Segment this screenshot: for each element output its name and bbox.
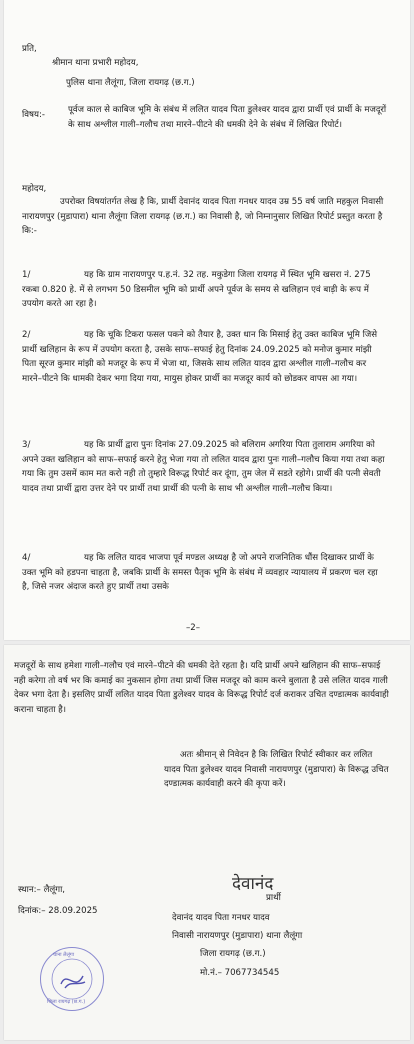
- point-2-paragraph: यह कि चूकि टिकरा फसल पकने को तैयार है, उक्त धान कि मिसाई हेतु उक्त काबिज भूमि जिसे प्रार्थी खलिहान के रूप में उपयोग करता है, उसके साफ–सफाई हेतु दिनांक 24.09.2025 को मनोज कुमार मांझी पिता सूरज कुमार मांझी को मजदूर के रूप में भेजा था, जिसके साथ ललित यादव द्वारा अश्लील गाली–गलौच कर मारने–पीटने कि धामकी देकर भगा दिया गया, मायुस होकर प्रार्थी का मजदूर कार्य को छोडकर वापस आ गया।: [22, 330, 378, 384]
- intro-paragraph: उपरोक्त विषयांतर्गत लेख है कि, प्रार्थी देवानंद यादव पिता गनधर यादव उम्र 55 वर्ष जाति महकुल निवासी नारायणपुर (मुडापारा) थाना लैलूंगा जिला रायगढ़ (छ.ग.) का निवासी है, जो निम्नानुसार लिखित रिपोर्ट प्रस्तुत करता है कि:-: [22, 197, 384, 237]
- point-4-number: 4/: [22, 553, 31, 563]
- prarthi-label: प्रार्थी: [266, 893, 281, 903]
- stamp-text-top: थाना लैलूंगा: [53, 952, 75, 958]
- sender-district: जिला रायगढ़ (छ.ग.): [200, 949, 266, 959]
- document-page-2: [4, 645, 410, 1040]
- sender-name: देवानंद यादव पिता गनधर यादव: [172, 913, 270, 923]
- handwritten-signature: देवानंद: [232, 874, 274, 894]
- point-3-number: 3/: [22, 440, 31, 450]
- prati-label: प्रति,: [22, 44, 37, 54]
- point-3-paragraph: यह कि प्रार्थी द्वारा पुनः दिनांक 27.09.2025 को बलिराम अगरिया पिता तुलाराम अगरिया को अपने उक्त खलिहान को साफ–सफाई करने हेतु भेजा गया तो ललित यादव द्वारा पुनः गाली–गलौच किया गया तथा कहा गया कि तुम उसमें काम मत करो नही तो तुम्हारे विरूद्ध रिपोर्ट कर दूंगा, तुम जेल में सडते रहोगे। प्रार्थी की पत्नी सेवती यादव तथा प्रार्थी द्वारा उत्तर देने पर प्रार्थी तथा प्रार्थी की पत्नी के साथ भी अश्लील गाली–गलौच किया।: [22, 440, 385, 494]
- point-1-paragraph: यह कि ग्राम नारायणपुर प.ह.नं. 32 तह. मकुडेगा जिला रायगढ़ में स्थित भूमि खसरा नं. 275 रकबा 0.820 हे. में से लगभग 50 डिसमील भूमि को प्रार्थी अपने पूर्वज के समय से खलिहान एवं बाड़ी के रूप में उपयोग करते आ रहा है।: [22, 270, 371, 310]
- subject-label: विषय:-: [22, 110, 45, 120]
- point-1-number: 1/: [22, 270, 31, 280]
- place-line: स्थान:– लैलूंगा,: [18, 885, 66, 895]
- addressee-line-2: पुलिस थाना लैलूंगा, जिला रायगढ़ (छ.ग.): [66, 78, 195, 88]
- subject-text: पूर्वज काल से काबिज भूमि के संबंध में ललित यादव पिता डुलेश्वर यादव द्वारा प्रार्थी एवं प्रार्थी के मजदूरों के साथ अश्लील गाली–गलौच तथा मारने–पीटने की धमकी देने के संबंध में लिखित रिपोर्ट।: [68, 105, 387, 130]
- request-paragraph: अतः श्रीमान् से निवेदन है कि लिखित रिपोर्ट स्वीकार कर ललित यादव पिता डुलेश्वर यादव निवासी नारायणपुर (मुडापारा) के विरूद्ध उचित दण्डात्मक कार्यवाही करने की कृपा करें।: [164, 750, 389, 790]
- point-2-number: 2/: [22, 330, 31, 340]
- point-4-paragraph: यह कि ललित यादव भाजपा पूर्व मण्डल अध्यक्ष है जो अपने राजनितिक धौंस दिखाकर प्रार्थी के उक्त भूमि को हडपना चाहता है, जबकि प्रार्थी के समस्त पैतृक भूमि के संबंध में व्यवहार न्यायालय में प्रकरण चल रहा है, जिसे नजर अंदाज करते हुए प्रार्थी तथा उसके: [22, 553, 378, 593]
- salutation: महोदय,: [22, 184, 47, 194]
- police-station-stamp: [40, 947, 104, 1011]
- date-line: दिनांक:– 28.09.2025: [18, 906, 98, 916]
- sender-address: निवासी नारायणपुर (मुडापारा) थाना लैलूंगा: [172, 931, 303, 941]
- document-page-1: [4, 0, 410, 640]
- addressee-line-1: श्रीमान थाना प्रभारी महोदय,: [52, 58, 139, 68]
- stamp-text-bottom: जिला रायगढ़ (छ.ग.): [47, 999, 86, 1005]
- page-number-marker: –2–: [186, 623, 201, 633]
- continuation-paragraph: मजदूरों के साथ हमेशा गाली–गलौच एवं मारने–पीटने की धमकी देते रहता है। यदि प्रार्थी अपने खलिहान की साफ–सफाई नही करेगा तो वर्ष भर कि कमाई का नुकसान होगा तथा प्रार्थी जिस मजदूर को काम करने बुलाता है उसे ललित यादव गाली देकर भगा देता है। इसलिए प्रार्थी ललित यादव पिता डुलेश्वर यादव के विरूद्ध रिपोर्ट दर्ज कराकर उचित दण्डात्मक कार्यवाही कराना चाहता है।: [14, 661, 389, 715]
- sender-mobile: मो.नं.– 7067734545: [200, 968, 280, 978]
